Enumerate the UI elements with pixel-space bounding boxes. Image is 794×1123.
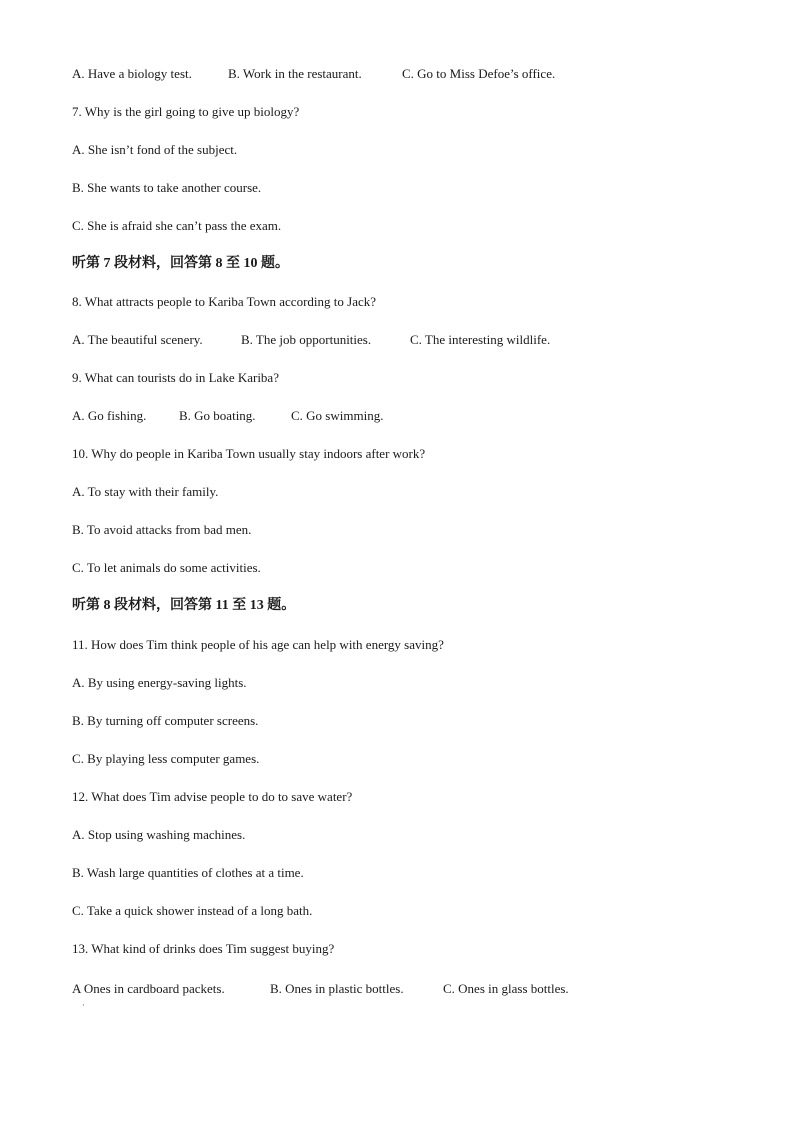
q6-option-c: C. Go to Miss Defoe’s office.: [402, 66, 556, 81]
q6-options-row: [72, 66, 556, 82]
q10-question: 10. Why do people in Kariba Town usually stay indoors after work?: [72, 446, 426, 461]
q6-option-b: B. Work in the restaurant.: [228, 66, 362, 81]
section-8-heading: 听第 8 段材料，回答第 11 至 13 题。: [72, 598, 296, 613]
q11-option-c: C. By playing less computer games.: [72, 751, 260, 766]
q8-option-b: B. The job opportunities.: [241, 332, 372, 347]
q12-question: 12. What does Tim advise people to do to save water?: [72, 789, 353, 804]
q9-question: 9. What can tourists do in Lake Kariba?: [72, 370, 279, 385]
q12-option-a: A. Stop using washing machines.: [72, 827, 246, 842]
q13-option-a: A Ones in cardboard packets.: [72, 981, 225, 996]
q11-option-b: B. By turning off computer screens.: [72, 713, 259, 728]
q13-option-c: C. Ones in glass bottles.: [443, 981, 569, 996]
q11-question: 11. How does Tim think people of his age can help with energy saving?: [72, 637, 444, 652]
q8-options-row: [72, 332, 551, 348]
q12-option-b: B. Wash large quantities of clothes at a time.: [72, 865, 304, 880]
q7-question: 7. Why is the girl going to give up biology?: [72, 104, 300, 119]
q10-option-a: A. To stay with their family.: [72, 484, 219, 499]
section-7-heading: 听第 7 段材料，回答第 8 至 10 题。: [72, 256, 289, 271]
q10-option-b: B. To avoid attacks from bad men.: [72, 522, 252, 537]
q13-question: 13. What kind of drinks does Tim suggest buying?: [72, 941, 335, 956]
q7-option-a: A. She isn’t fond of the subject.: [72, 142, 238, 157]
stray-mark: ·: [82, 1000, 85, 1010]
q11-option-a: A. By using energy-saving lights.: [72, 675, 247, 690]
q8-option-c: C. The interesting wildlife.: [410, 332, 551, 347]
q9-options-row: [72, 408, 384, 424]
q7-option-b: B. She wants to take another course.: [72, 180, 262, 195]
q9-option-a: A. Go fishing.: [72, 408, 147, 423]
q9-option-b: B. Go boating.: [179, 408, 256, 423]
q8-question: 8. What attracts people to Kariba Town according to Jack?: [72, 294, 377, 309]
q10-option-c: C. To let animals do some activities.: [72, 560, 261, 575]
q13-options-row: [72, 981, 569, 997]
q6-option-a: A. Have a biology test.: [72, 66, 192, 81]
q7-option-c: C. She is afraid she can’t pass the exam.: [72, 218, 282, 233]
q8-option-a: A. The beautiful scenery.: [72, 332, 203, 347]
q12-option-c: C. Take a quick shower instead of a long bath.: [72, 903, 313, 918]
q13-option-b: B. Ones in plastic bottles.: [270, 981, 404, 996]
q9-option-c: C. Go swimming.: [291, 408, 384, 423]
